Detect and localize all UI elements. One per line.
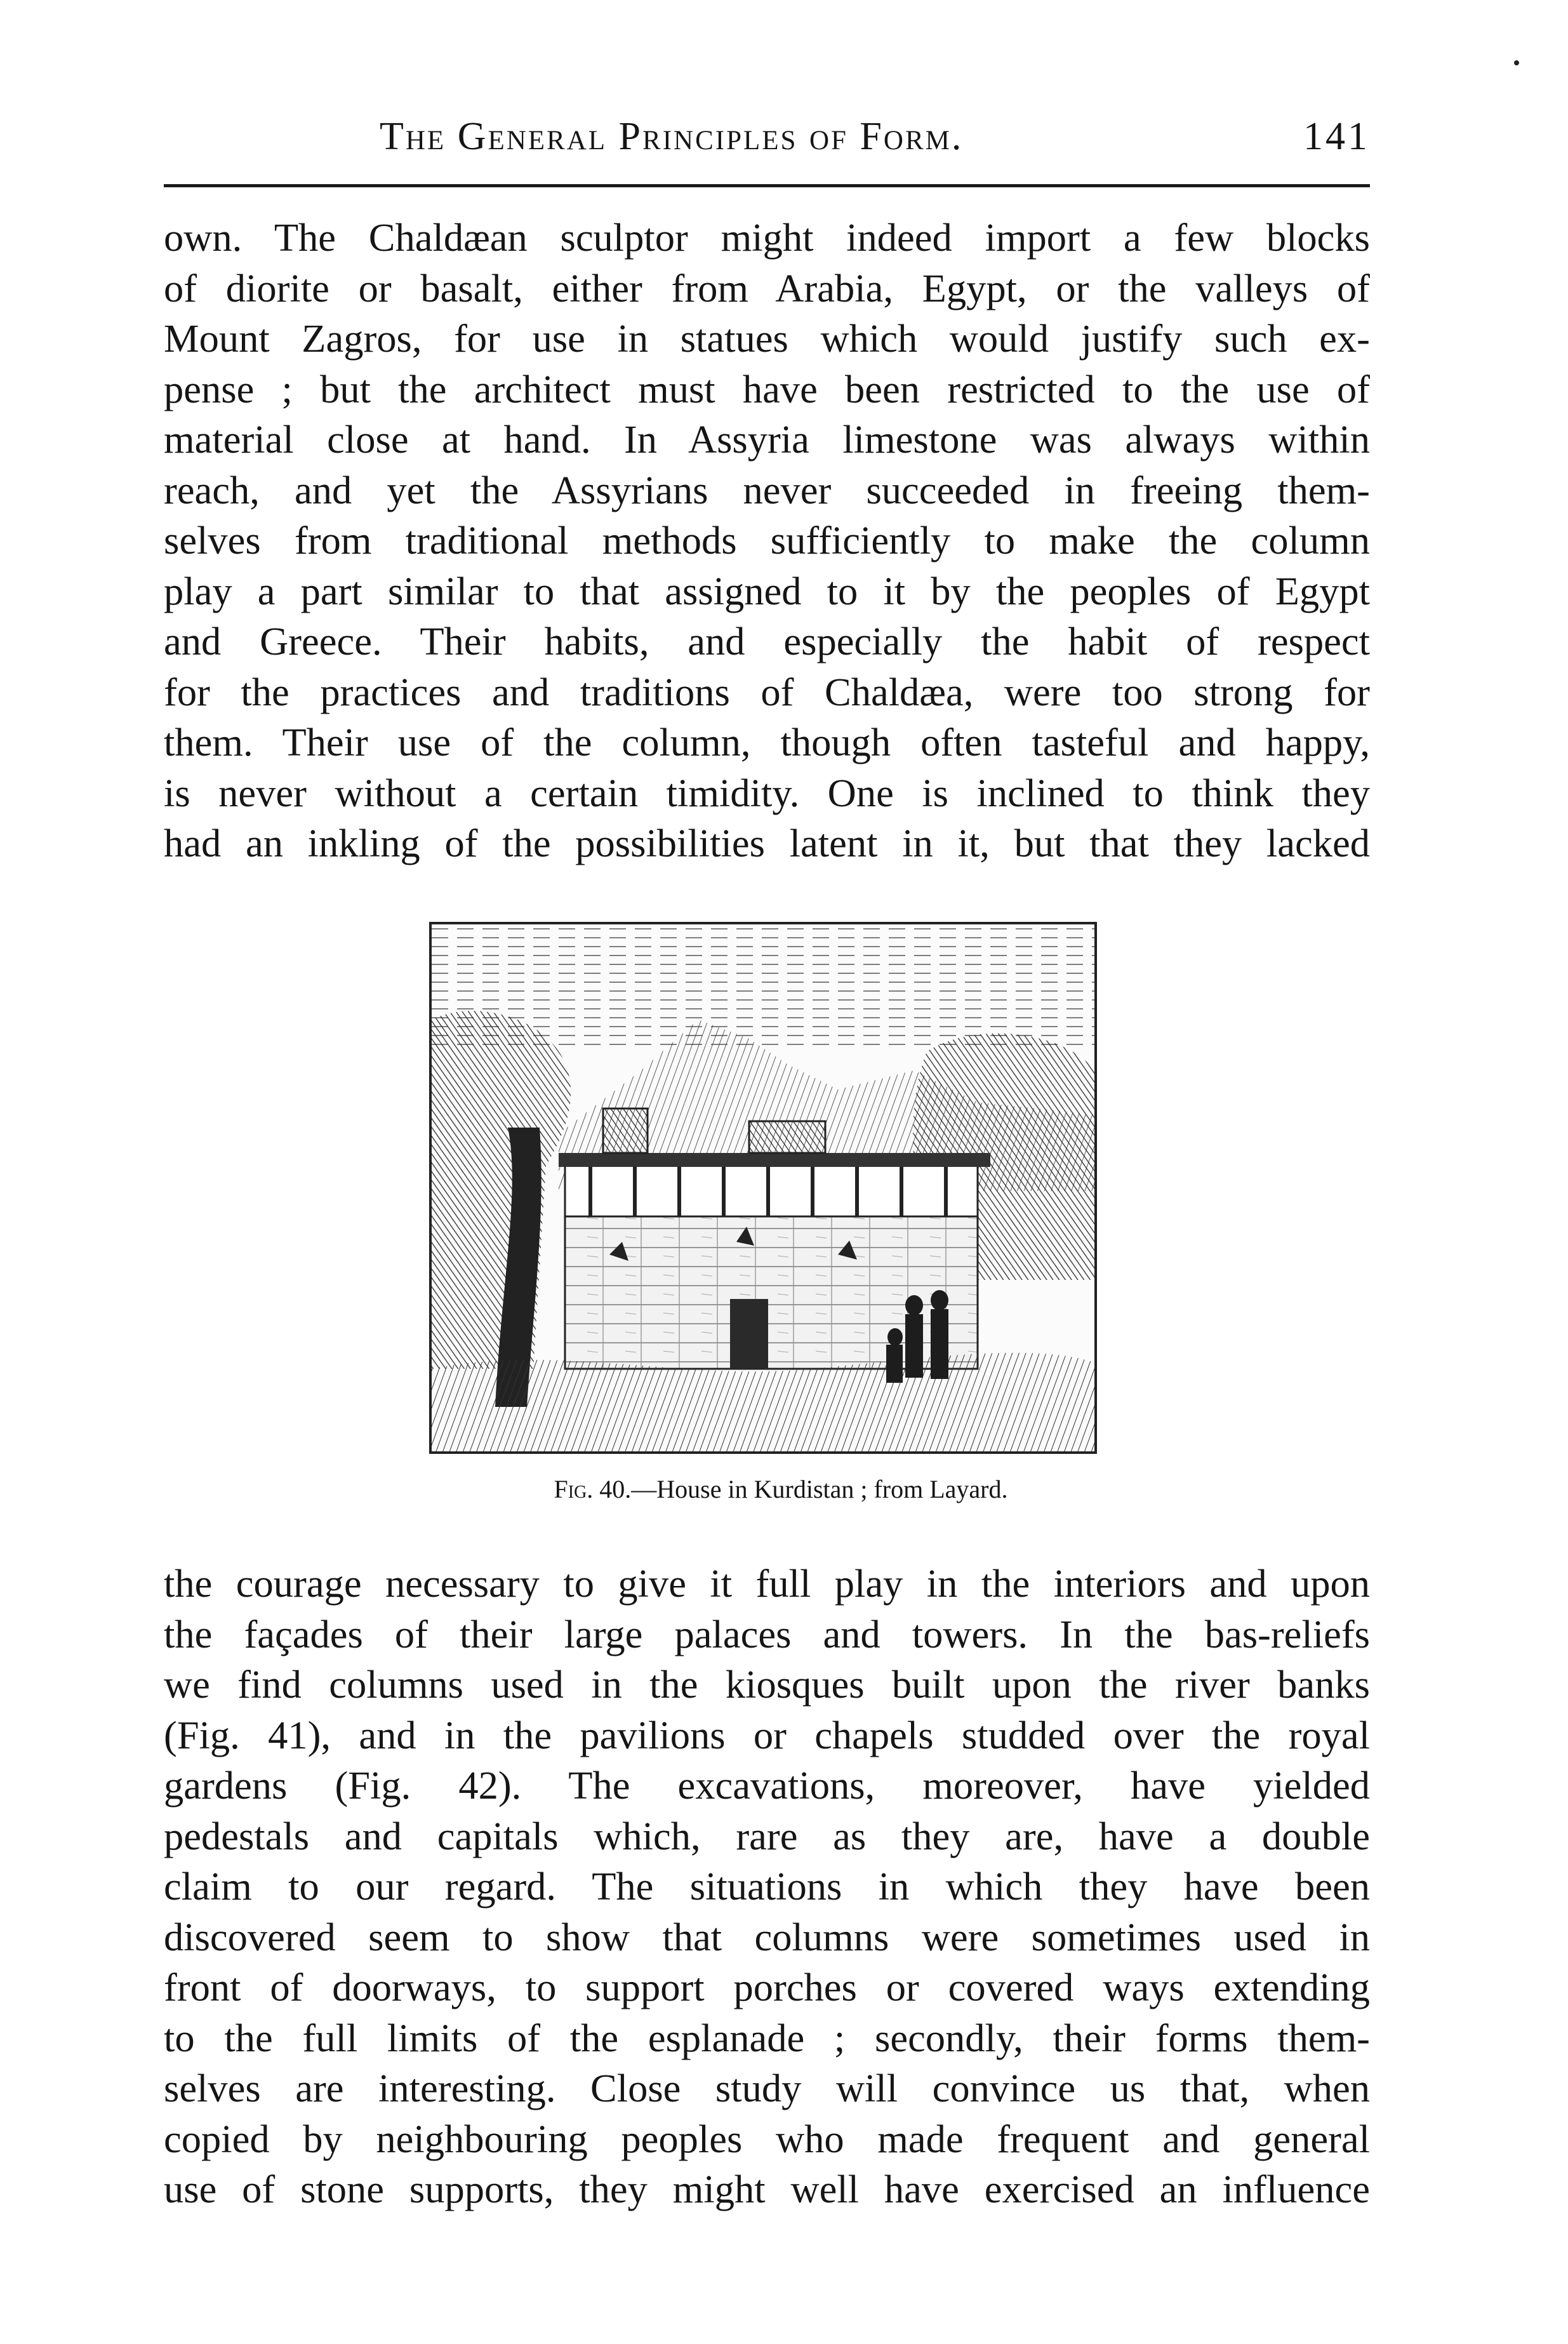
text-line: of diorite or basalt, either from Arabia, Egypt, or the valleys of [164,265,1370,310]
running-header [164,114,1370,190]
paragraph-1 [164,213,1370,869]
text-line: pedestals and capitals which, rare as they are, have a double [164,1813,1370,1858]
house-engraving-illustration [432,924,1094,1451]
figure-caption [406,1474,1155,1504]
paragraph-2 [164,1559,1370,2215]
text-line: copied by neighbouring peoples who made frequent and general [164,2116,1370,2161]
text-line: (Fig. 41), and in the pavilions or chapels studded over the royal [164,1712,1370,1757]
text-line: Mount Zagros, for use in statues which would justify such ex- [164,316,1370,361]
text-line: to the full limits of the esplanade ; secondly, their forms them- [164,2015,1370,2060]
text-line: and Greece. Their habits, and especially the habit of respect [164,619,1370,663]
page-number: 141 [1303,115,1370,158]
figure-label: Fig. 40. [554,1475,632,1503]
text-line: is never without a certain timidity. One is inclined to think they [164,770,1370,815]
text-line: material close at hand. In Assyria limestone was always within [164,417,1370,462]
text-line: claim to our regard. The situations in which they have been [164,1864,1370,1908]
text-line: use of stone supports, they might well have exercised an influence [164,2167,1370,2211]
text-line: had an inkling of the possibilities latent in it, but that they lacked [164,821,1370,865]
text-line: gardens (Fig. 42). The excavations, moreover, have yielded [164,1763,1370,1808]
figure-caption-text: —House in Kurdistan ; from Layard. [631,1475,1008,1503]
text-line: selves are interesting. Close study will convince us that, when [164,2066,1370,2110]
text-line: selves from traditional methods sufficiently to make the column [164,518,1370,563]
text-line: reach, and yet the Assyrians never succeeded in freeing them- [164,467,1370,512]
text-line: own. The Chaldæan sculptor might indeed import a few blocks [164,215,1370,260]
text-line: them. Their use of the column, though often tasteful and happy, [164,720,1370,764]
text-line: the façades of their large palaces and towers. In the bas-reliefs [164,1611,1370,1656]
text-line: discovered seem to show that columns were sometimes used in [164,1914,1370,1959]
running-title: The General Principles of Form. [380,115,964,158]
figure-engraving [429,922,1097,1454]
text-line: for the practices and traditions of Chaldæa, were too strong for [164,669,1370,714]
text-line: the courage necessary to give it full play in the interiors and upon [164,1561,1370,1606]
text-line: front of doorways, to support porches or covered ways extending [164,1965,1370,2009]
text-line: we find columns used in the kiosques built upon the river banks [164,1662,1370,1707]
text-line: pense ; but the architect must have been restricted to the use of [164,366,1370,411]
scan-speck [1514,60,1519,65]
text-line: play a part similar to that assigned to it by the peoples of Egypt [164,568,1370,613]
header-rule [164,184,1370,187]
